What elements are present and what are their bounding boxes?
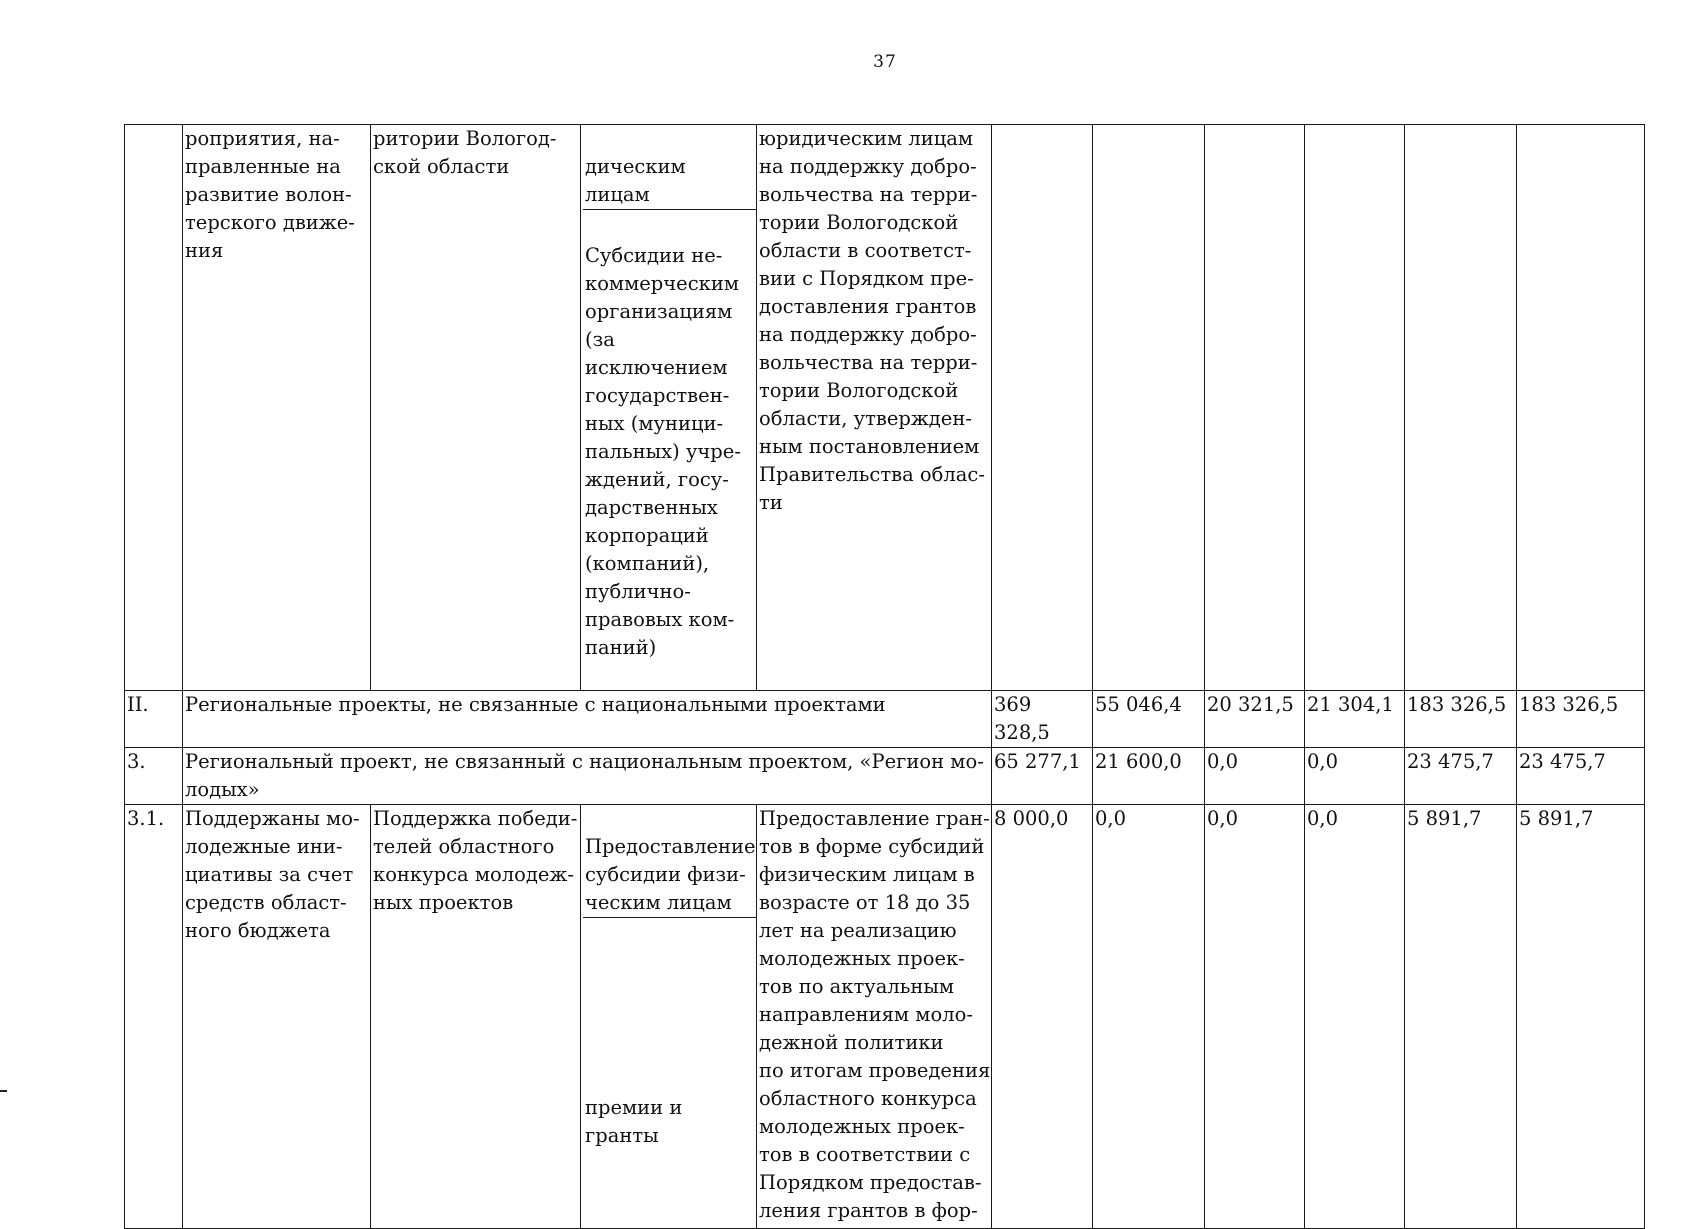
expense-type-bottom: Субсидии не- коммерческим организациям (за исключением государствен- ных (муници- пальных) учре- ждений, госу- дарственных корпораций (компаний), публично- правовых ком- паний) <box>585 244 741 659</box>
margin-mark <box>0 1090 7 1092</box>
value-cell: 8 000,0 <box>992 805 1093 1229</box>
expense-type-bottom: премии и гранты <box>585 1096 683 1147</box>
value-cell: 0,0 <box>1305 805 1405 1229</box>
value-cell: 21 304,1 <box>1305 691 1405 748</box>
result-cell: роприятия, на- правленные на развитие волон- терского движе- ния <box>183 125 371 691</box>
expense-type-cell <box>581 125 757 691</box>
table-row <box>125 748 1645 805</box>
value-cell: 183 326,5 <box>1517 691 1645 748</box>
value-cell <box>1405 125 1517 691</box>
expense-type-top: Предоставление субсидии физи- ческим лицам <box>583 833 756 918</box>
expense-type-top: дическим лицам <box>583 153 756 210</box>
value-cell <box>1093 125 1205 691</box>
value-cell <box>992 125 1093 691</box>
value-cell: 20 321,5 <box>1205 691 1305 748</box>
value-cell <box>1517 125 1645 691</box>
budget-table <box>124 124 1645 1229</box>
value-cell: 21 600,0 <box>1093 748 1205 805</box>
table-row <box>125 691 1645 748</box>
value-cell: 5 891,7 <box>1405 805 1517 1229</box>
value-cell: 55 046,4 <box>1093 691 1205 748</box>
row-code-cell: 3. <box>125 748 183 805</box>
value-cell: 0,0 <box>1205 748 1305 805</box>
value-cell: 369 328,5 <box>992 691 1093 748</box>
value-cell: 0,0 <box>1093 805 1205 1229</box>
event-cell: ритории Вологод- ской области <box>371 125 581 691</box>
event-cell: Поддержка победи- телей областного конкурса молодеж- ных проектов <box>371 805 581 1229</box>
row-code-cell: 3.1. <box>125 805 183 1229</box>
description-cell: юридическим лицам на поддержку добро- вольчества на терри- тории Вологодской области в соответст- вии с Порядком пре- доставления грантов на поддержку добро- вольчества на терри- тории Вологодской области, утвержден- ным постановлением Правительства облас- ти <box>757 125 992 691</box>
value-cell: 23 475,7 <box>1405 748 1517 805</box>
page-number: 37 <box>873 52 897 72</box>
value-cell: 65 277,1 <box>992 748 1093 805</box>
row-code-cell: II. <box>125 691 183 748</box>
description-cell: Предоставление гран- тов в форме субсидий физическим лицам в возрасте от 18 до 35 лет на реализацию молодежных проек- тов по актуальным направлениям моло- дежной политики по итогам проведения областного конкурса молодежных проек- тов в соответствии с Порядком предостав- ления грантов в фор- <box>757 805 992 1229</box>
value-cell: 5 891,7 <box>1517 805 1645 1229</box>
expense-type-cell <box>581 805 757 1229</box>
table-row <box>125 125 1645 691</box>
value-cell <box>1205 125 1305 691</box>
table-row <box>125 805 1645 1229</box>
result-cell: Поддержаны мо- лодежные ини- циативы за счет средств област- ного бюджета <box>183 805 371 1229</box>
value-cell <box>1305 125 1405 691</box>
row-code-cell <box>125 125 183 691</box>
section-title-cell: Региональный проект, не связанный с национальным проектом, «Регион мо- лодых» <box>183 748 992 805</box>
value-cell: 183 326,5 <box>1405 691 1517 748</box>
value-cell: 0,0 <box>1205 805 1305 1229</box>
section-title-cell: Региональные проекты, не связанные с национальными проектами <box>183 691 992 748</box>
value-cell: 0,0 <box>1305 748 1405 805</box>
value-cell: 23 475,7 <box>1517 748 1645 805</box>
